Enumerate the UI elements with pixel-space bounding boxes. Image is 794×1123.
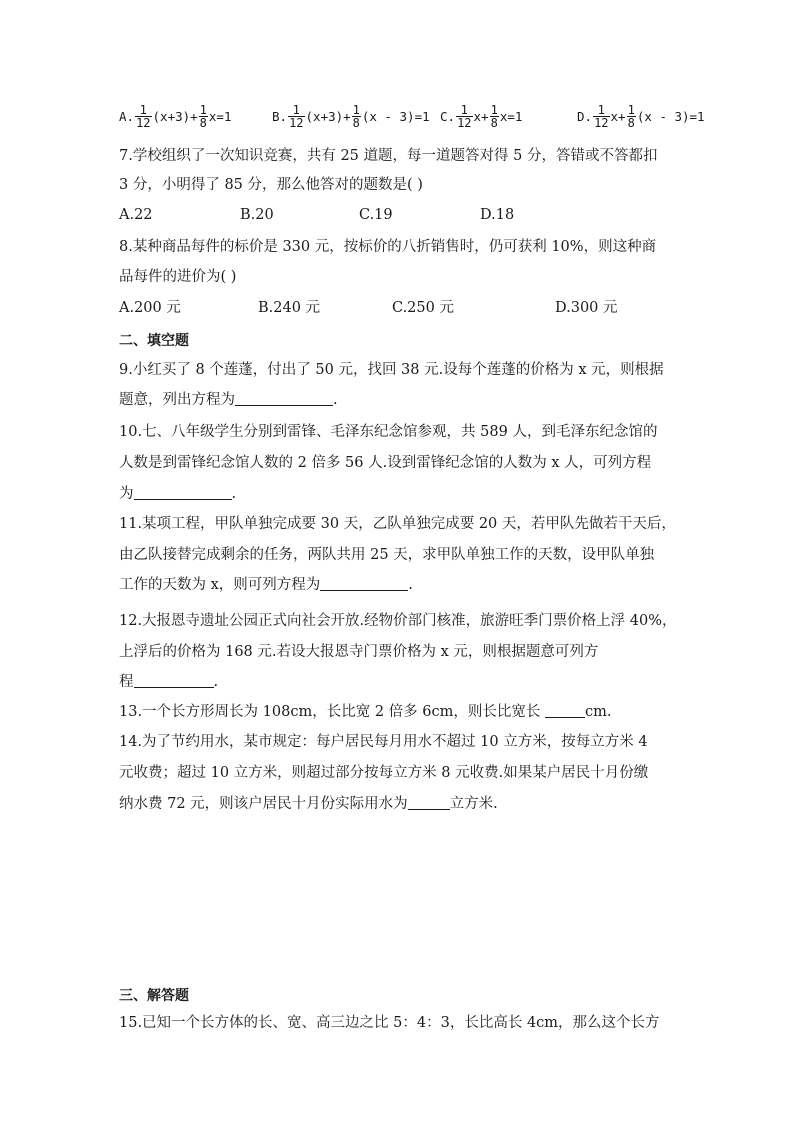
q8-option-d: D.300 元 [555,300,618,316]
q10-line-1: 10.七、八年级学生分别到雷锋、毛泽东纪念馆参观，共 589 人，到毛泽东纪念馆的 [119,424,658,440]
answer-blank [320,576,408,591]
q8-line-2: 品每件的进价为( ) [119,269,237,285]
q6-option-d: D. $\frac{1}{12}$ x+ $\frac{1}{8}$ (x - 3)=1 [577,103,705,130]
answer-blank [134,673,214,688]
fraction: $\frac{1}{12}$ [594,103,609,130]
q7-option-a: A.22 [119,207,153,223]
q14-line-2: 元收费；超过 10 立方米，则超过部分按每立方米 8 元收费.如果某户居民十月份缴 [119,765,649,781]
q7-option-d: D.18 [480,207,515,223]
q11-line-1: 11.某项工程，甲队单独完成要 30 天，乙队单独完成要 20 天，若甲队先做若干天后， [119,516,676,532]
q6-option-c: C. $\frac{1}{12}$ x+ $\frac{1}{8}$ x=1 [440,103,523,130]
q6-option-b: B. $\frac{1}{12}$ (x+3)+ $\frac{1}{8}$ (x - 3)=1 [272,103,430,130]
q12-line-1: 12.大报恩寺遗址公园正式向社会开放.经物价部门核准，旅游旺季门票价格上浮 40%， [119,613,677,629]
fraction: $\frac{1}{12}$ [136,103,151,130]
q6-option-a: A. $\frac{1}{12}$ (x+3)+ $\frac{1}{8}$ x=1 [119,103,232,130]
q14-line-3: 纳水费 72 元，则该户居民十月份实际用水为 立方米. [119,796,498,812]
q8-line-1: 8.某种商品每件的标价是 330 元，按标价的八折销售时，仍可获利 10%，则这种商 [119,239,657,255]
fraction: $\frac{1}{8}$ [352,103,360,130]
q7-line-2: 3 分，小明得了 85 分，那么他答对的题数是( ) [119,177,423,193]
fraction: $\frac{1}{8}$ [627,103,635,130]
q10-line-2: 人数是到雷锋纪念馆人数的 2 倍多 56 人.设到雷锋纪念馆的人数为 x 人，可列方程 [119,455,652,471]
q7-option-c: C.19 [359,207,393,223]
fraction: $\frac{1}{12}$ [457,103,472,130]
q11-line-3: 工作的天数为 x，则可列方程为 . [119,577,413,593]
q14-line-1: 14.为了节约用水，某市规定：每户居民每月用水不超过 10 立方米，按每立方米 4 [119,734,648,750]
q11-line-2: 由乙队接替完成剩余的任务，两队共用 25 天，求甲队单独工作的天数，设甲队单独 [119,547,655,563]
q13-line: 13.一个长方形周长为 108cm，长比宽 2 倍多 6cm，则长比宽长 cm. [119,704,612,720]
fraction: $\frac{1}{12}$ [289,103,304,130]
q12-line-2: 上浮后的价格为 168 元.若设大报恩寺门票价格为 x 元，则根据题意可列方 [119,644,599,660]
q10-line-3: 为 . [119,486,237,502]
answer-blank [545,703,585,718]
section-heading-solve: 三、解答题 [119,988,189,1004]
answer-blank [134,485,232,500]
q8-option-a: A.200 元 [119,300,181,316]
fraction: $\frac{1}{8}$ [199,103,207,130]
q7-option-b: B.20 [240,207,274,223]
q12-line-3: 程 . [119,674,219,690]
q9-line-2: 题意，列出方程为 . [119,392,338,408]
q7-line-1: 7.学校组织了一次知识竞赛，共有 25 道题，每一道题答对得 5 分，答错或不答都扣 [119,148,658,164]
q8-option-c: C.250 元 [392,300,454,316]
answer-blank [408,795,450,810]
q9-line-1: 9.小红买了 8 个莲蓬，付出了 50 元，找回 38 元.设每个莲蓬的价格为 x 元，则根据 [119,362,664,378]
section-heading-fill-in: 二、填空题 [119,333,189,349]
q8-option-b: B.240 元 [258,300,321,316]
fraction: $\frac{1}{8}$ [490,103,498,130]
q15-line-1: 15.已知一个长方体的长、宽、高三边之比 5：4：3，长比高长 4cm，那么这个长方 [119,1015,660,1031]
answer-blank [235,391,333,406]
